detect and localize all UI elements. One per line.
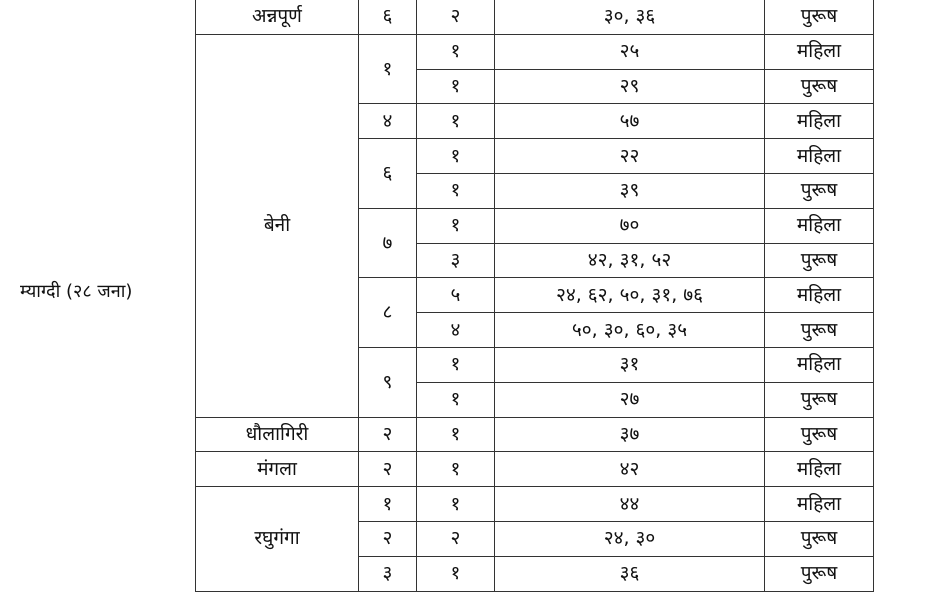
ward-cell: ३ bbox=[359, 556, 417, 591]
count-cell: १ bbox=[417, 556, 495, 591]
gender-cell: पुरूष bbox=[765, 0, 874, 34]
municipality-cell: रघुगंगा bbox=[196, 487, 359, 591]
municipality-cell: मंगला bbox=[196, 452, 359, 487]
ages-cell: २४, ३० bbox=[495, 521, 765, 556]
table-row bbox=[196, 34, 874, 69]
ward-cell: ८ bbox=[359, 278, 417, 348]
ages-cell: २९ bbox=[495, 69, 765, 104]
gender-cell: पुरूष bbox=[765, 382, 874, 417]
ward-cell: ६ bbox=[359, 139, 417, 209]
ward-cell: ४ bbox=[359, 104, 417, 139]
ages-cell: ५७ bbox=[495, 104, 765, 139]
gender-cell: महिला bbox=[765, 278, 874, 313]
ages-cell: २७ bbox=[495, 382, 765, 417]
ages-cell: ४४ bbox=[495, 487, 765, 522]
table-row bbox=[196, 0, 874, 34]
ages-cell: ३७ bbox=[495, 417, 765, 452]
count-cell: १ bbox=[417, 173, 495, 208]
count-cell: ४ bbox=[417, 313, 495, 348]
count-cell: १ bbox=[417, 487, 495, 522]
ward-cell: ९ bbox=[359, 347, 417, 417]
count-cell: १ bbox=[417, 104, 495, 139]
gender-cell: पुरूष bbox=[765, 521, 874, 556]
count-cell: १ bbox=[417, 34, 495, 69]
gender-cell: महिला bbox=[765, 487, 874, 522]
count-cell: १ bbox=[417, 382, 495, 417]
count-cell: १ bbox=[417, 208, 495, 243]
ages-cell: ३९ bbox=[495, 173, 765, 208]
table-row bbox=[196, 487, 874, 522]
cases-table bbox=[195, 0, 874, 592]
district-label: म्याग्दी (२८ जना) bbox=[20, 281, 133, 302]
gender-cell: पुरूष bbox=[765, 243, 874, 278]
gender-cell: पुरूष bbox=[765, 417, 874, 452]
ward-cell: १ bbox=[359, 34, 417, 104]
ages-cell: २४, ६२, ५०, ३१, ७६ bbox=[495, 278, 765, 313]
gender-cell: महिला bbox=[765, 139, 874, 174]
gender-cell: महिला bbox=[765, 208, 874, 243]
municipality-cell: बेनी bbox=[196, 34, 359, 417]
table-row bbox=[196, 452, 874, 487]
ward-cell: ७ bbox=[359, 208, 417, 278]
count-cell: १ bbox=[417, 417, 495, 452]
ages-cell: ४२ bbox=[495, 452, 765, 487]
count-cell: १ bbox=[417, 69, 495, 104]
ages-cell: ३०, ३६ bbox=[495, 0, 765, 34]
gender-cell: महिला bbox=[765, 104, 874, 139]
count-cell: ३ bbox=[417, 243, 495, 278]
municipality-cell: धौलागिरी bbox=[196, 417, 359, 452]
ages-cell: ७० bbox=[495, 208, 765, 243]
ward-cell: ६ bbox=[359, 0, 417, 34]
ward-cell: २ bbox=[359, 521, 417, 556]
gender-cell: पुरूष bbox=[765, 69, 874, 104]
count-cell: २ bbox=[417, 521, 495, 556]
count-cell: ५ bbox=[417, 278, 495, 313]
ward-cell: १ bbox=[359, 487, 417, 522]
ages-cell: ५०, ३०, ६०, ३५ bbox=[495, 313, 765, 348]
ward-cell: २ bbox=[359, 452, 417, 487]
ages-cell: ३६ bbox=[495, 556, 765, 591]
gender-cell: पुरूष bbox=[765, 313, 874, 348]
ages-cell: २५ bbox=[495, 34, 765, 69]
ages-cell: ३१ bbox=[495, 347, 765, 382]
gender-cell: पुरूष bbox=[765, 173, 874, 208]
count-cell: १ bbox=[417, 452, 495, 487]
count-cell: १ bbox=[417, 347, 495, 382]
gender-cell: महिला bbox=[765, 452, 874, 487]
gender-cell: महिला bbox=[765, 34, 874, 69]
gender-cell: पुरूष bbox=[765, 556, 874, 591]
municipality-cell: अन्नपूर्ण bbox=[196, 0, 359, 34]
count-cell: १ bbox=[417, 139, 495, 174]
ages-cell: ४२, ३१, ५२ bbox=[495, 243, 765, 278]
ages-cell: २२ bbox=[495, 139, 765, 174]
gender-cell: महिला bbox=[765, 347, 874, 382]
ward-cell: २ bbox=[359, 417, 417, 452]
table-row bbox=[196, 417, 874, 452]
count-cell: २ bbox=[417, 0, 495, 34]
